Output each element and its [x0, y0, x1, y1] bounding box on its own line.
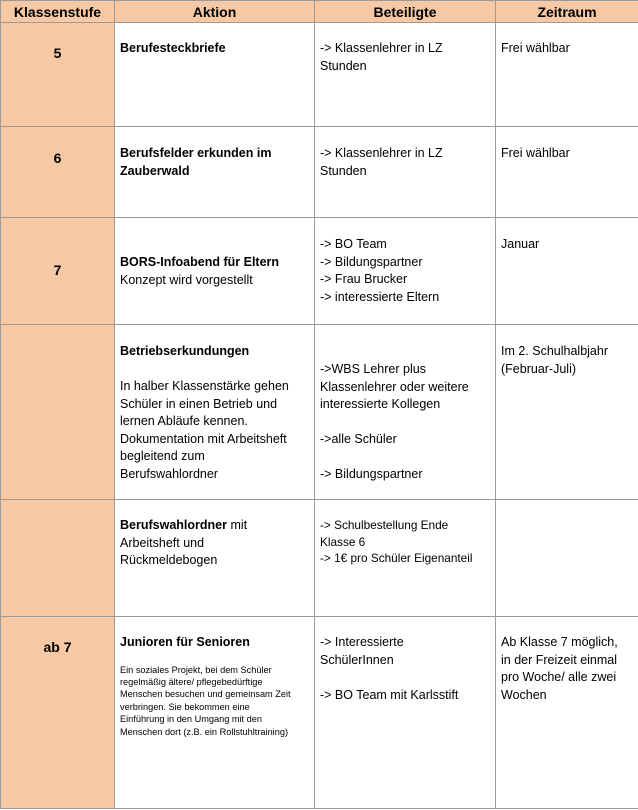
zeitraum-line: Frei wählbar	[501, 146, 570, 160]
beteiligte-line: SchülerInnen	[320, 652, 394, 667]
beteiligte-line: interessierte Kollegen	[320, 397, 441, 411]
beteiligte-line: -> BO Team	[320, 237, 387, 251]
aktion-text: regelmäßig ältere/ pflegebedürftige	[120, 676, 263, 687]
header-klassenstufe: Klassenstufe	[1, 1, 115, 23]
header-zeitraum: Zeitraum	[496, 1, 638, 23]
beteiligte-line: Klasse 6	[320, 534, 366, 549]
zeitraum-cell	[496, 127, 638, 218]
aktion-text: Menschen besuchen und gemeinsam Zeit	[120, 689, 291, 700]
zeitraum-line: in der Freizeit einmal	[501, 652, 618, 667]
beteiligte-cell	[315, 23, 496, 127]
aktion-title: Berufswahlordner	[120, 518, 227, 532]
stufe-cell	[1, 127, 115, 218]
table-row	[1, 218, 638, 325]
aktion-cell	[115, 127, 315, 218]
beteiligte-cell	[315, 218, 496, 325]
stufe-value: 7	[53, 262, 62, 278]
beteiligte-line: -> Bildungspartner	[320, 254, 423, 269]
beteiligte-line: -> Frau Brucker	[320, 272, 408, 286]
stufe-cell	[1, 23, 115, 127]
aktion-text: Rückmeldebogen	[120, 553, 218, 567]
table-row	[1, 617, 638, 809]
stufe-value: 5	[53, 45, 62, 61]
table-row	[1, 127, 638, 218]
beteiligte-line: -> Klassenlehrer in LZ	[320, 41, 443, 55]
zeitraum-line: Im 2. Schulhalbjahr	[501, 344, 609, 358]
stufe-value: ab 7	[43, 639, 72, 655]
aktion-title: Berufesteckbriefe	[120, 41, 226, 55]
beteiligte-line: -> 1€ pro Schüler Eigenanteil	[320, 551, 473, 565]
beteiligte-line: -> Klassenlehrer in LZ	[320, 146, 443, 160]
aktion-text: Menschen dort (z.B. ein Rollstuhltraining)	[120, 726, 289, 737]
aktion-cell	[115, 500, 315, 617]
beteiligte-cell	[315, 325, 496, 500]
stufe-cell	[1, 325, 115, 500]
aktion-text: Konzept wird vorgestellt	[120, 272, 253, 287]
beteiligte-cell	[315, 127, 496, 218]
stufe-cell	[1, 218, 115, 325]
beteiligte-line: Stunden	[320, 58, 367, 73]
beteiligte-line: -> interessierte Eltern	[320, 289, 440, 304]
zeitraum-cell	[496, 23, 638, 127]
aktion-text: Dokumentation mit Arbeitsheft	[120, 431, 287, 446]
aktion-text: Schüler in einen Betrieb und	[120, 396, 278, 411]
header-aktion: Aktion	[115, 1, 315, 23]
zeitraum-cell	[496, 500, 638, 617]
aktion-text: Einführung in den Umgang mit den	[120, 714, 262, 725]
aktion-cell	[115, 325, 315, 500]
aktion-title: Zauberwald	[120, 163, 190, 178]
aktion-text: Berufswahlordner	[120, 466, 218, 481]
stufe-cell	[1, 617, 115, 809]
aktion-text: Arbeitsheft und	[120, 535, 205, 550]
aktion-text: Ein soziales Projekt, bei dem Schüler	[120, 664, 272, 675]
zeitraum-line: Wochen	[501, 687, 547, 702]
table-row	[1, 325, 638, 500]
aktion-text: mit	[226, 518, 248, 532]
beteiligte-line: -> Bildungspartner	[320, 467, 423, 481]
aktion-text: begleitend zum	[120, 449, 205, 463]
header-beteiligte: Beteiligte	[315, 1, 496, 23]
stufe-cell	[1, 500, 115, 617]
aktion-cell	[115, 23, 315, 127]
aktion-text: verbringen. Sie bekommen eine	[120, 701, 250, 712]
header-row	[1, 1, 638, 23]
zeitraum-line: pro Woche/ alle zwei	[501, 670, 617, 684]
beteiligte-line: -> Schulbestellung Ende	[320, 518, 449, 532]
table-row	[1, 23, 638, 127]
beteiligte-line: -> Interessierte	[320, 635, 404, 649]
aktion-text: In halber Klassenstärke gehen	[120, 379, 289, 393]
aktion-title: BORS-Infoabend für Eltern	[120, 255, 280, 269]
beteiligte-cell	[315, 617, 496, 809]
aktion-title: Betriebserkundungen	[120, 344, 250, 358]
beteiligte-line: Stunden	[320, 163, 367, 178]
zeitraum-line: Ab Klasse 7 möglich,	[501, 635, 618, 649]
stufe-value: 6	[53, 150, 62, 166]
beteiligte-line: Klassenlehrer oder weitere	[320, 379, 469, 394]
zeitraum-line: Januar	[501, 237, 540, 251]
aktion-text: lernen Abläufe kennen.	[120, 414, 248, 428]
table-row	[1, 500, 638, 617]
aktion-title: Berufsfelder erkunden im	[120, 146, 272, 160]
aktion-cell	[115, 218, 315, 325]
aktion-cell	[115, 617, 315, 809]
aktion-title: Junioren für Senioren	[120, 635, 250, 649]
zeitraum-cell	[496, 218, 638, 325]
beteiligte-line: ->alle Schüler	[320, 432, 397, 446]
zeitraum-line: Frei wählbar	[501, 41, 570, 55]
zeitraum-line: (Februar-Juli)	[501, 361, 577, 376]
zeitraum-cell	[496, 617, 638, 809]
zeitraum-cell	[496, 325, 638, 500]
beteiligte-line: -> BO Team mit Karlsstift	[320, 687, 459, 702]
beteiligte-cell	[315, 500, 496, 617]
beteiligte-line: ->WBS Lehrer plus	[320, 362, 426, 376]
